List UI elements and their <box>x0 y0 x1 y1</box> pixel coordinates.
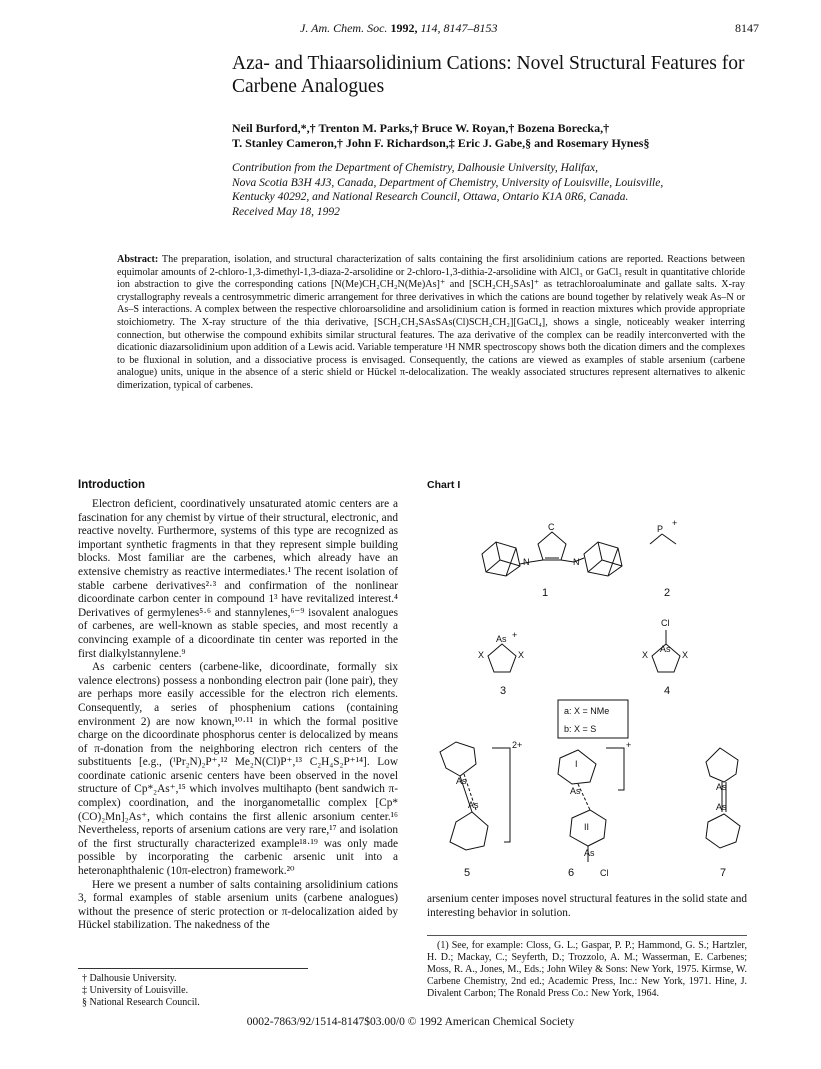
atom-label: Cl <box>600 868 609 878</box>
chart-label: Chart I <box>427 479 461 491</box>
charge-label: + <box>672 518 678 528</box>
abstract <box>117 254 745 393</box>
intro-paragraph: As carbenic centers (carbene-like, dicoordinate, formally six valence electrons) possess a nonbonding electron pair (lone pair), they are perhaps more easily accessible for the electron rich elements. Consequently, a series of phosphenium cations (containing environment 2) are now known,¹⁰·¹¹ in which the formal positive charge on the dicoordinate phosphorus center is delocalized by means of π-donation from the neighboring electron rich centers of the substituents [e.g., (ⁱPr₂N)₂P⁺,¹² Me₂N(Cl)P⁺,¹³ C₂H₄S₂P⁺¹⁴]. Low coordinate cationic arsenic centers have been observed in the novel structure of Cp*₂As⁺,¹⁵ which involves multihapto (bent sandwich π-complex) coordination, and the inorganometallic complex [Cp*(CO)₂Mn]₂As⁺, which contains the first allenic arsonium center.¹⁶ Nevertheless, reports of arsenium cations are very rare,¹⁷ and isolation of the first structurally characterized example¹⁸·¹⁹ was only made possible by incorporating the carbenic arsenic unit into a heteronaphthalenic (10π-electron) framework.²⁰ <box>78 661 398 878</box>
introduction-body <box>78 498 398 933</box>
atom-label: N <box>523 557 530 567</box>
affiliation-line: Nova Scotia B3H 4J3, Canada, Department of Chemistry, University of Louisville, Louisville, <box>232 176 664 189</box>
references <box>427 935 747 1000</box>
atom-label: As <box>716 802 727 812</box>
chemical-structures-chart <box>420 492 760 882</box>
atom-label: As <box>716 782 727 792</box>
journal-citation <box>300 21 498 36</box>
atom-label: X <box>518 650 525 660</box>
copyright-line: 0002-7863/92/1514-8147$03.00/0 © 1992 American Chemical Society <box>246 1016 575 1028</box>
section-heading-introduction: Introduction <box>78 479 146 491</box>
journal-pages: 8147–8153 <box>443 21 498 35</box>
footnote: § National Research Council. <box>82 997 200 1008</box>
abstract-text: The preparation, isolation, and structural characterization of salts containing the first arsolidinium cations are reported. Reactions between equimolar amounts of 2-chloro-1,3-dimethyl-1,3-diaza-2-arsolidine or 2-chloro-1,3-dithia-2-arsolidine with AlCl₃ or GaCl₃ result in quantitative chloride ion abstraction to give the corresponding cations [N(Me)CH₂CH₂N(Me)As]⁺ and [SCH₂CH₂SAs]⁺ as tetrachloroaluminate and gallate salts. X-ray crystallography reveals a centrosymmetric dimeric arrangement for three derivatives in which the cations are bound together by relatively weak As–N or As–S interactions. A complex between the respective chloroarsolidine and arsolidinium cation is formed in reaction mixtures which provide appropriate stoichiometry. The X-ray structure of the thia derivative, [SCH₂CH₂SAsSAs(Cl)SCH₂CH₂][GaCl₄], shows a single, noticeably weaker interring connection, but otherwise the compound exhibits similar structural features. The aza derivative of the complex can be readily interconverted with the dicationic diazarsolidinium upon addition of a Lewis acid. Variable temperature ¹H NMR spectroscopy shows both the dication dimers and the complexes to be fluxional in solution, and a dissociative process is envisaged. Consequently, the cations are viewed as examples of stable arsenium (carbene analogue) units, unique in the absence of a steric shield or Hückel π-delocalization. The weakly associated structures represent alternatives to alkenic dimerization, typical of carbenes. <box>117 254 745 391</box>
footnote: ‡ University of Louisville. <box>82 985 189 996</box>
affiliation-line: Contribution from the Department of Chemistry, Dalhousie University, Halifax, <box>232 162 598 174</box>
compound-1-structure <box>482 532 622 576</box>
author-line: T. Stanley Cameron,† John F. Richardson,‡ Eric J. Gabe,§ and Rosemary Hynes§ <box>232 136 650 150</box>
footnote: † Dalhousie University. <box>82 973 177 984</box>
compound-number: 7 <box>720 867 727 879</box>
journal-year: 1992, <box>390 21 418 35</box>
legend-a: a: X = NMe <box>564 706 610 716</box>
atom-label: As <box>456 776 467 786</box>
atom-label: X <box>478 650 485 660</box>
received-date: Received May 18, 1992 <box>232 205 340 218</box>
atom-label: X <box>682 650 689 660</box>
charge-label: + <box>512 630 518 640</box>
atom-label: C <box>548 522 555 532</box>
author-list <box>232 121 752 151</box>
page-number: 8147 <box>735 21 759 35</box>
roman-numeral: I <box>575 759 578 769</box>
journal-name: J. Am. Chem. Soc. <box>300 21 388 35</box>
column-two-text: arsenium center imposes novel structural features in the solid state and interesting behavior in solution. <box>427 893 747 919</box>
legend-b: b: X = S <box>564 724 597 734</box>
atom-label: As <box>660 644 671 654</box>
compound-number: 2 <box>664 587 671 599</box>
compound-number: 5 <box>464 867 471 879</box>
compound-number: 6 <box>568 867 575 879</box>
intro-paragraph: Electron deficient, coordinatively unsaturated atomic centers are a fascination for any chemist by virtue of their structural, electronic, and reactive novelty. Furthermore, systems of this type are recognized as important synthetic fragments in that they represent simple building blocks. Most familiar are the carbenes, which already have an extensive chemistry as reactive intermediates.¹ The recent isolation of stable carbene derivatives²·³ and confirmation of the nonlinear dicoordinate carbon center in compound 1³ have revitalized interest.⁴ Derivatives of germylenes⁵·⁶ and stannylenes,⁶⁻⁹ isovalent analogues of carbenes, are well-known as stable species, and most recently a convincing example of a dicoordinate tin center was reported in the first dialkylstannylene.⁹ <box>78 498 398 660</box>
charge-label: + <box>626 740 632 750</box>
atom-label: N <box>573 557 580 567</box>
intro-paragraph: Here we present a number of salts containing arsolidinium cations 3, formal examples of stable arsenium units (carbene analogues) without the presence of steric protection or π-delocalization aided by Hückel stabilization. The nakedness of the <box>78 878 398 932</box>
compound-number: 3 <box>500 685 507 697</box>
charge-label: 2+ <box>512 740 523 750</box>
atom-label: As <box>468 800 479 810</box>
atom-label: As <box>496 634 507 644</box>
roman-numeral: II <box>584 822 590 832</box>
atom-label: X <box>642 650 649 660</box>
compound-number: 4 <box>664 685 671 697</box>
abstract-label: Abstract: <box>117 254 159 265</box>
affiliation <box>232 161 752 219</box>
reference-item: (1) See, for example: Closs, G. L.; Gaspar, P. P.; Hammond, G. S.; Hartzler, H. D.; Mackay, C.; Seyferth, D.; Trozzolo, A. M.; Wasserman, E. Carbenes; Moss, R. A., Jones, M., Eds.; John Wiley & Sons: New York, 1975. Kirmse, W. Carbene Chemistry, 2nd ed.; Academic Press, Inc.: New York, 1971. Hine, J. Divalent Carbon; The Ronald Press Co.: New York, 1964. <box>427 940 747 999</box>
article-title: Aza- and Thiaarsolidinium Cations: Novel Structural Features for Carbene Analogues <box>232 53 745 97</box>
affiliation-line: Kentucky 40292, and National Research Council, Ottawa, Ontario K1A 0R6, Canada. <box>232 191 629 203</box>
affiliation-footnotes <box>78 968 308 1009</box>
atom-label: As <box>570 786 581 796</box>
atom-label: Cl <box>661 618 670 628</box>
atom-label: P <box>657 524 664 534</box>
author-line: Neil Burford,*,† Trenton M. Parks,† Bruce W. Royan,† Bozena Borecka,† <box>232 121 610 135</box>
journal-volume: 114, <box>420 21 441 35</box>
compound-number: 1 <box>542 587 549 599</box>
atom-label: As <box>584 848 595 858</box>
